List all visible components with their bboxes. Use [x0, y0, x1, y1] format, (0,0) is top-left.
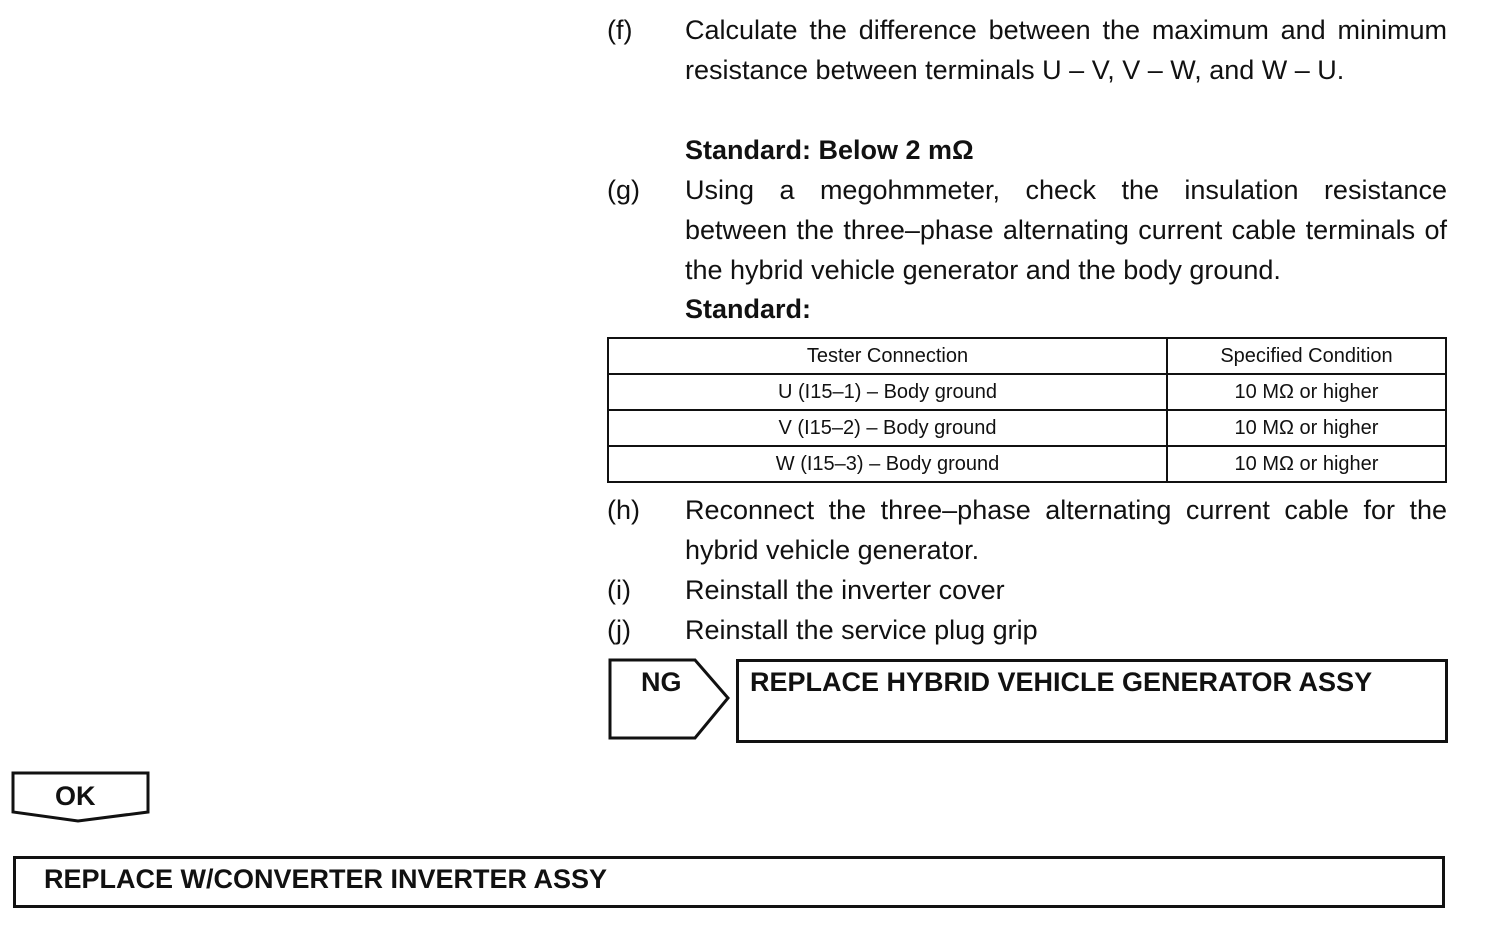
table-header-row [608, 338, 1446, 374]
step-j [607, 610, 1447, 650]
step-i [607, 570, 1447, 610]
step-i-text: Reinstall the inverter cover [685, 575, 1005, 605]
ok-label: OK [55, 781, 96, 811]
table-cell: U (I15–1) – Body ground [608, 374, 1167, 410]
ng-action-text: REPLACE HYBRID VEHICLE GENERATOR ASSY [750, 667, 1373, 697]
step-g [607, 170, 1447, 290]
table-header-cell: Specified Condition [1167, 338, 1446, 374]
step-g-label: (g) [607, 175, 640, 205]
final-action-text: REPLACE W/CONVERTER INVERTER ASSY [44, 864, 608, 894]
table-header-cell: Tester Connection [608, 338, 1167, 374]
spec-table [607, 337, 1447, 483]
step-f-text: Calculate the difference between the maximum and minimum resistance between terminals U – V, V – W, and W – U. [685, 15, 1447, 85]
step-h [607, 490, 1447, 570]
step-f-label: (f) [607, 15, 633, 45]
table-cell: 10 MΩ or higher [1167, 410, 1446, 446]
step-h-label: (h) [607, 495, 640, 525]
table-cell: 10 MΩ or higher [1167, 374, 1446, 410]
table-cell: W (I15–3) – Body ground [608, 446, 1167, 482]
ng-label: NG [641, 667, 682, 697]
standard-f: Standard: Below 2 mΩ [685, 135, 974, 165]
table-row [608, 446, 1446, 482]
table-row [608, 410, 1446, 446]
step-h-text: Reconnect the three–phase alternating current cable for the hybrid vehicle generator. [685, 495, 1447, 565]
step-j-label: (j) [607, 615, 631, 645]
table-cell: V (I15–2) – Body ground [608, 410, 1167, 446]
step-i-label: (i) [607, 575, 631, 605]
step-f [607, 10, 1447, 130]
table-cell: 10 MΩ or higher [1167, 446, 1446, 482]
step-j-text: Reinstall the service plug grip [685, 615, 1038, 645]
standard-g: Standard: [685, 294, 812, 324]
step-g-text: Using a megohmmeter, check the insulation resistance between the three–phase alternating current cable terminals of the hybrid vehicle generator and the body ground. [685, 175, 1447, 285]
table-row [608, 374, 1446, 410]
